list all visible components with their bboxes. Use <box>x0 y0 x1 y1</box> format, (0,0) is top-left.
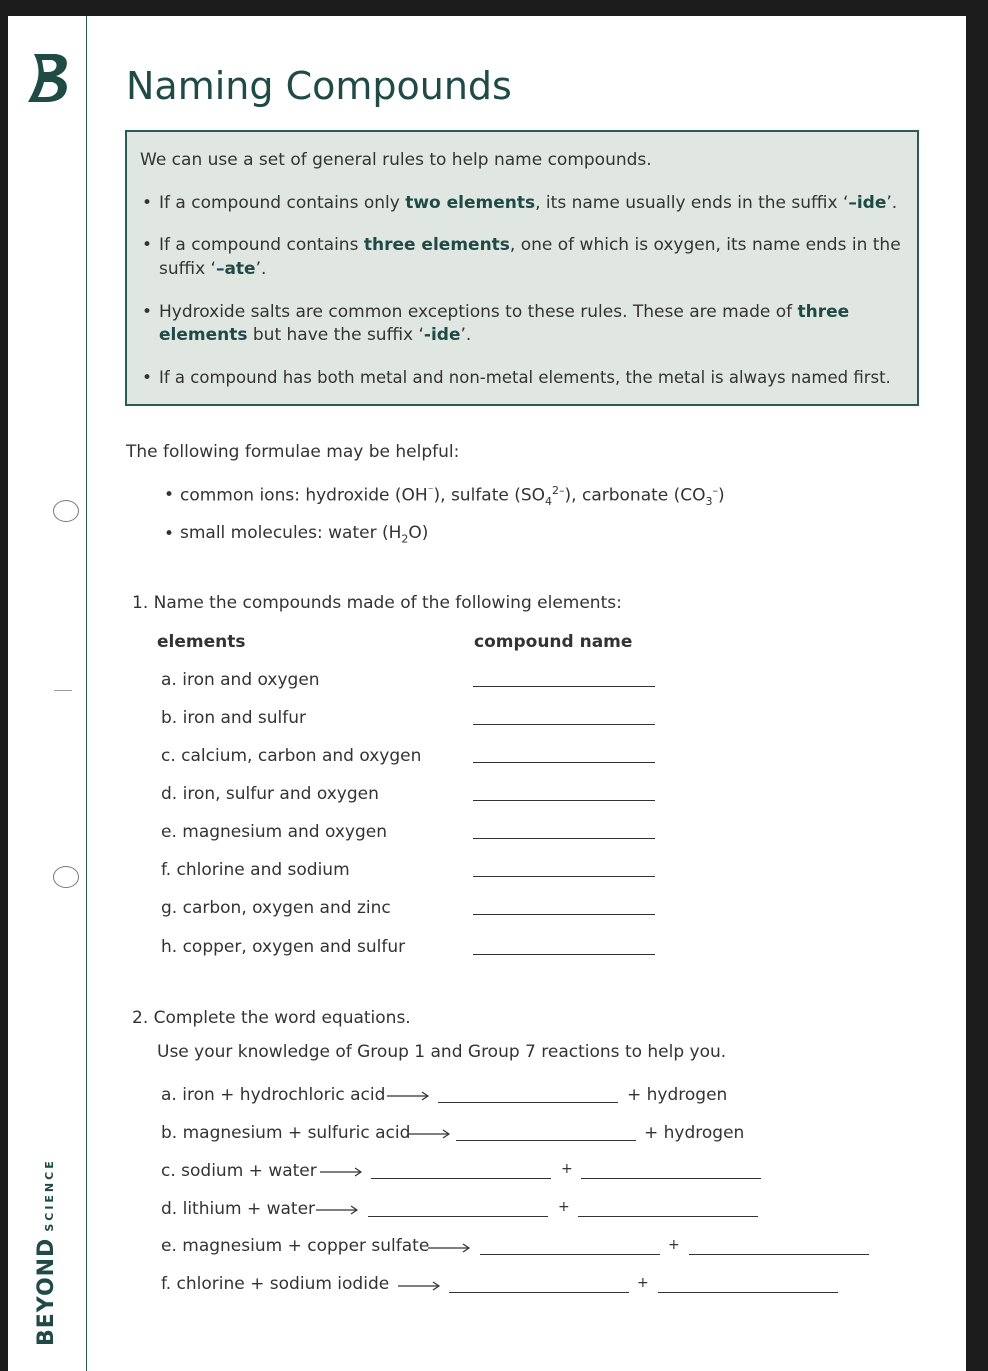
q1-item: g. carbon, oxygen and zinc <box>161 898 391 918</box>
q1-item: a. iron and oxygen <box>161 670 320 690</box>
beyond-logo-icon <box>26 52 74 104</box>
answer-field[interactable] <box>456 1140 636 1141</box>
answer-field[interactable] <box>473 800 655 801</box>
answer-field[interactable] <box>438 1102 618 1103</box>
page-title: Naming Compounds <box>126 64 512 108</box>
q2-plus: + <box>668 1237 680 1253</box>
q2-hint: Use your knowledge of Group 1 and Group 7 reactions to help you. <box>157 1042 727 1062</box>
answer-field[interactable] <box>473 914 655 915</box>
bullet-icon: • <box>142 235 153 255</box>
q2-item-reactants: b. magnesium + sulfuric acid <box>161 1123 411 1143</box>
binder-hole <box>53 500 79 522</box>
answer-field[interactable] <box>473 838 655 839</box>
answer-field[interactable] <box>658 1292 838 1293</box>
q1-prompt: 1. Name the compounds made of the following elements: <box>132 593 622 613</box>
answer-field[interactable] <box>449 1292 629 1293</box>
answer-field[interactable] <box>371 1178 551 1179</box>
answer-field[interactable] <box>368 1216 548 1217</box>
arrow-icon <box>428 1242 472 1254</box>
rule-2-line-2: suffix ‘–ate’. <box>159 259 267 279</box>
q2-plus: + <box>561 1161 573 1177</box>
fold-mark <box>54 690 72 691</box>
bullet-icon: • <box>142 193 153 213</box>
bullet-icon: • <box>164 524 175 544</box>
formulae-ions: common ions: hydroxide (OH⁻), sulfate $(SO_4^{2-})$, carbonate $(CO_3^-)$ <box>180 484 725 509</box>
arrow-icon <box>398 1280 442 1292</box>
rule-1: If a compound contains only two elements, its name usually ends in the suffix ‘–ide’. <box>159 193 898 213</box>
q2-item-reactants: d. lithium + water <box>161 1199 316 1219</box>
margin-line <box>86 16 87 1371</box>
q1-col-elements: elements <box>157 632 246 652</box>
rule-3-line-1: Hydroxide salts are common exceptions to these rules. These are made of three <box>159 302 850 322</box>
arrow-icon <box>320 1166 364 1178</box>
q1-item: f. chlorine and sodium <box>161 860 350 880</box>
rule-4: If a compound has both metal and non-metal elements, the metal is always named first. <box>159 368 891 387</box>
answer-field[interactable] <box>473 954 655 955</box>
q2-item-suffix: + hydrogen <box>627 1085 728 1105</box>
answer-field[interactable] <box>473 876 655 877</box>
rule-2-line-1: If a compound contains three elements, one of which is oxygen, its name ends in the <box>159 235 901 255</box>
q1-item: e. magnesium and oxygen <box>161 822 387 842</box>
answer-field[interactable] <box>473 686 655 687</box>
bullet-icon: • <box>142 368 153 388</box>
q2-item-reactants: e. magnesium + copper sulfate <box>161 1236 430 1256</box>
brand-wordmark: BEYONDSCIENCE <box>34 1158 59 1346</box>
answer-field[interactable] <box>480 1254 660 1255</box>
answer-field[interactable] <box>473 762 655 763</box>
binder-hole <box>53 866 79 888</box>
q1-item: d. iron, sulfur and oxygen <box>161 784 379 804</box>
answer-field[interactable] <box>473 724 655 725</box>
rule-3-line-2: elements but have the suffix ‘-ide’. <box>159 325 472 345</box>
bullet-icon: • <box>164 485 175 505</box>
arrow-icon <box>408 1128 452 1140</box>
worksheet-page <box>8 16 966 1371</box>
arrow-icon <box>316 1204 360 1216</box>
bullet-icon: • <box>142 302 153 322</box>
answer-field[interactable] <box>689 1254 869 1255</box>
q1-item: h. copper, oxygen and sulfur <box>161 937 406 957</box>
answer-field[interactable] <box>581 1178 761 1179</box>
q2-item-reactants: f. chlorine + sodium iodide <box>161 1274 390 1294</box>
q1-item: c. calcium, carbon and oxygen <box>161 746 422 766</box>
answer-field[interactable] <box>578 1216 758 1217</box>
rules-intro: We can use a set of general rules to help name compounds. <box>140 150 652 170</box>
q2-item-suffix: + hydrogen <box>644 1123 745 1143</box>
q2-prompt: 2. Complete the word equations. <box>132 1008 411 1028</box>
q2-item-reactants: c. sodium + water <box>161 1161 317 1181</box>
q2-plus: + <box>637 1275 649 1291</box>
q2-item-reactants: a. iron + hydrochloric acid <box>161 1085 386 1105</box>
formulae-molecules: small molecules: water $(H_2O)$ <box>180 523 429 546</box>
arrow-icon <box>387 1090 431 1102</box>
q1-col-compound-name: compound name <box>474 632 633 652</box>
q1-item: b. iron and sulfur <box>161 708 307 728</box>
formulae-intro: The following formulae may be helpful: <box>126 442 460 462</box>
q2-plus: + <box>558 1199 570 1215</box>
